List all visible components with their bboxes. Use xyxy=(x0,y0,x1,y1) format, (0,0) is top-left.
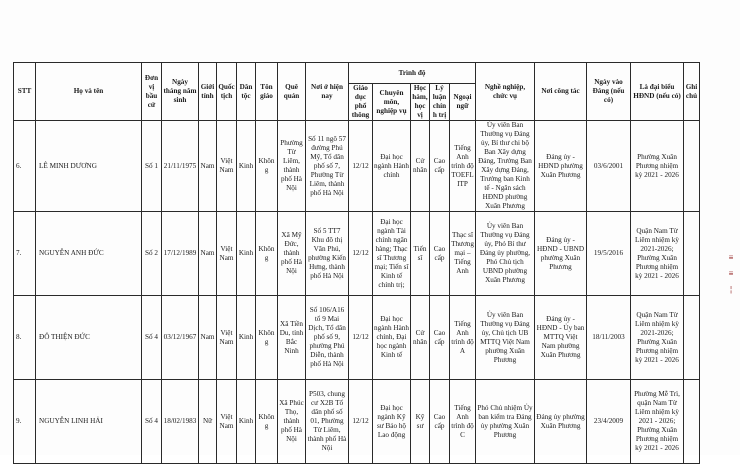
cell-ethnicity: Kinh xyxy=(237,212,256,296)
table-row xyxy=(14,380,700,464)
cell-party-date: 23/4/2009 xyxy=(587,380,631,464)
cell-general-edu: 12/12 xyxy=(349,296,373,380)
cell-dob: 21/11/1975 xyxy=(162,121,199,212)
cell-nationality: Việt Nam xyxy=(217,380,237,464)
header-dob: Ngày tháng năm sinh xyxy=(162,63,199,121)
cell-degree: Kỹ sư xyxy=(411,380,430,464)
cell-note xyxy=(684,296,700,380)
cell-ethnicity: Kinh xyxy=(237,121,256,212)
cell-occupation: Ủy viên Ban Thường vụ Đảng ủy, Bí thư chi bộ Ban Xây dựng Đảng, Trưởng Ban Xây dựng Đảng, Trưởng ban Kinh tế - Ngân sách HĐND phường Xuân Phương xyxy=(476,121,535,212)
header-stt: STT xyxy=(14,63,36,121)
cell-nationality: Việt Nam xyxy=(217,296,237,380)
cell-hometown: Phường Từ Liêm, thành phố Hà Nội xyxy=(278,121,306,212)
cell-council: Phường Xuân Phương nhiệm kỳ 2021 - 2026 xyxy=(631,121,684,212)
cell-occupation: Phó Chủ nhiệm Ủy ban kiểm tra Đảng ủy phường Xuân Phương xyxy=(476,380,535,464)
cell-workplace: Đảng ủy phường Xuân Phương xyxy=(535,380,587,464)
cell-party-date: 03/6/2001 xyxy=(587,121,631,212)
header-name: Họ và tên xyxy=(36,63,142,121)
cell-politics: Cao cấp xyxy=(430,121,450,212)
cell-note xyxy=(684,380,700,464)
cell-foreign-lang: Thạc sĩ Thương mại – Tiếng Anh xyxy=(450,212,476,296)
cell-residence: Số 106/A16 tổ 9 Mai Dịch, Tổ dân phố số 9, phường Phú Diễn, thành phố Hà Nội xyxy=(306,296,349,380)
cell-degree: Cử nhân xyxy=(411,296,430,380)
cell-party-date: 19/5/2016 xyxy=(587,212,631,296)
header-occupation: Nghề nghiệp, chức vụ xyxy=(476,63,535,121)
cell-politics: Cao cấp xyxy=(430,296,450,380)
cell-name: NGUYỄN LINH HẢI xyxy=(36,380,142,464)
cell-religion: Không xyxy=(256,212,278,296)
cell-religion: Không xyxy=(256,380,278,464)
cell-stt: 6. xyxy=(14,121,36,212)
cell-note xyxy=(684,121,700,212)
table-row xyxy=(14,212,700,296)
cell-major: Đại học ngành Hành chính, Đại học ngành Kinh tế xyxy=(373,296,411,380)
cell-nationality: Việt Nam xyxy=(217,212,237,296)
header-party-date: Ngày vào Đảng (nếu có) xyxy=(587,63,631,121)
header-unit: Đơn vị bầu cử xyxy=(142,63,162,121)
cell-foreign-lang: Tiếng Anh trình độ TOEFL ITP xyxy=(450,121,476,212)
cell-degree: Cử nhân xyxy=(411,121,430,212)
header-major: Chuyên môn, nghiệp vụ xyxy=(373,84,411,121)
cell-nationality: Việt Nam xyxy=(217,121,237,212)
header-note: Ghi chú xyxy=(684,63,700,121)
cell-major: Đại học ngành Tài chính ngân hàng; Thạc sĩ Thương mại; Tiến sĩ Kinh tế chính trị; xyxy=(373,212,411,296)
header-hometown: Quê quán xyxy=(278,63,306,121)
cell-residence: P503, chung cư X2B Tổ dân phố số 01, Phường Từ Liêm, thành phố Hà Nội xyxy=(306,380,349,464)
header-general-edu: Giáo dục phổ thông xyxy=(349,84,373,121)
cell-general-edu: 12/12 xyxy=(349,380,373,464)
cell-council: Phường Mễ Trì, quận Nam Từ Liêm nhiệm kỳ 2021 - 2026; Phường Xuân Phương nhiệm kỳ 2021 - 2026 xyxy=(631,380,684,464)
cell-foreign-lang: Tiếng Anh trình độ C xyxy=(450,380,476,464)
cell-workplace: Đảng ủy - HĐND phường Xuân Phương xyxy=(535,121,587,212)
cell-unit: Số 4 xyxy=(142,296,162,380)
header-ethnicity: Dân tộc xyxy=(237,63,256,121)
cell-major: Đại học ngành Hành chính xyxy=(373,121,411,212)
cell-occupation: Ủy viên Ban Thường vụ Đảng ủy, Chủ tịch UB MTTQ Việt Nam phường Xuân Phương xyxy=(476,296,535,380)
cell-workplace: Đảng ủy - HĐND - UBND phường Xuân Phương xyxy=(535,212,587,296)
cell-residence: Số 5 TT7 Khu đô thị Văn Phú, phường Kiến Hưng, thành phố Hà Nội xyxy=(306,212,349,296)
cell-council: Quận Nam Từ Liêm nhiệm kỳ 2021-2026; Phường Xuân Phương nhiệm kỳ 2021 - 2026 xyxy=(631,212,684,296)
edge-mark-line: ¦ xyxy=(729,285,733,294)
header-politics: Lý luận chính trị xyxy=(430,84,450,121)
cell-politics: Cao cấp xyxy=(430,212,450,296)
cell-dob: 17/12/1989 xyxy=(162,212,199,296)
cell-major: Đại học ngành Kỹ sư Bảo hộ Lao động xyxy=(373,380,411,464)
cell-degree: Tiến sĩ xyxy=(411,212,430,296)
cell-gender: Nam xyxy=(199,212,217,296)
cell-workplace: Đảng ủy - HĐND - Ủy ban MTTQ Việt Nam phường Xuân Phương xyxy=(535,296,587,380)
cell-stt: 8. xyxy=(14,296,36,380)
cell-residence: Số 11 ngõ 57 đường Phú Mỹ, Tổ dân phố số 7, Phường Từ Liêm, thành phố Hà Nội xyxy=(306,121,349,212)
edge-mark-line: ≡ xyxy=(728,253,734,262)
cell-politics: Cao cấp xyxy=(430,380,450,464)
cell-party-date: 18/11/2003 xyxy=(587,296,631,380)
cell-foreign-lang: Tiếng Anh trình độ A xyxy=(450,296,476,380)
cell-stt: 7. xyxy=(14,212,36,296)
cell-gender: Nam xyxy=(199,296,217,380)
cell-general-edu: 12/12 xyxy=(349,212,373,296)
header-council: Là đại biểu HĐND (nếu có) xyxy=(631,63,684,121)
cell-unit: Số 1 xyxy=(142,121,162,212)
cell-dob: 18/02/1983 xyxy=(162,380,199,464)
header-foreign-lang: Ngoại ngữ xyxy=(450,84,476,121)
page-edge-marks xyxy=(724,250,738,400)
cell-general-edu: 12/12 xyxy=(349,121,373,212)
cell-hometown: Xã Mỹ Đức, thành phố Hà Nội xyxy=(278,212,306,296)
header-residence: Nơi ở hiện nay xyxy=(306,63,349,121)
cell-stt: 9. xyxy=(14,380,36,464)
table-row xyxy=(14,296,700,380)
header-education-group: Trình độ xyxy=(349,63,476,84)
cell-ethnicity: Kinh xyxy=(237,296,256,380)
header-workplace: Nơi công tác xyxy=(535,63,587,121)
cell-name: ĐỖ THIỆN ĐỨC xyxy=(36,296,142,380)
header-nationality: Quốc tịch xyxy=(217,63,237,121)
cell-occupation: Ủy viên Ban Thường vụ Đảng ủy, Phó Bí thư Đảng ủy phường, Phó Chủ tịch UBND phường Xuân Phương xyxy=(476,212,535,296)
cell-ethnicity: Kinh xyxy=(237,380,256,464)
cell-religion: Không xyxy=(256,296,278,380)
candidate-table xyxy=(13,62,700,464)
cell-name: NGUYỄN ANH ĐỨC xyxy=(36,212,142,296)
cell-gender: Nữ xyxy=(199,380,217,464)
cell-name: LÊ MINH DƯƠNG xyxy=(36,121,142,212)
cell-hometown: Xã Phúc Thọ, thành phố Hà Nội xyxy=(278,380,306,464)
header-religion: Tôn giáo xyxy=(256,63,278,121)
cell-council: Quận Nam Từ Liêm nhiệm kỳ 2021-2026; Phường Xuân Phương nhiệm kỳ 2021 - 2026 xyxy=(631,296,684,380)
cell-religion: Không xyxy=(256,121,278,212)
cell-unit: Số 4 xyxy=(142,380,162,464)
cell-note xyxy=(684,212,700,296)
cell-unit: Số 2 xyxy=(142,212,162,296)
table-row xyxy=(14,121,700,212)
cell-gender: Nam xyxy=(199,121,217,212)
edge-mark-line: ≡ xyxy=(728,269,734,278)
cell-hometown: Xã Tiền Du, tỉnh Bắc Ninh xyxy=(278,296,306,380)
cell-dob: 03/12/1967 xyxy=(162,296,199,380)
header-gender: Giới tính xyxy=(199,63,217,121)
header-degree: Học hàm, học vị xyxy=(412,84,428,119)
